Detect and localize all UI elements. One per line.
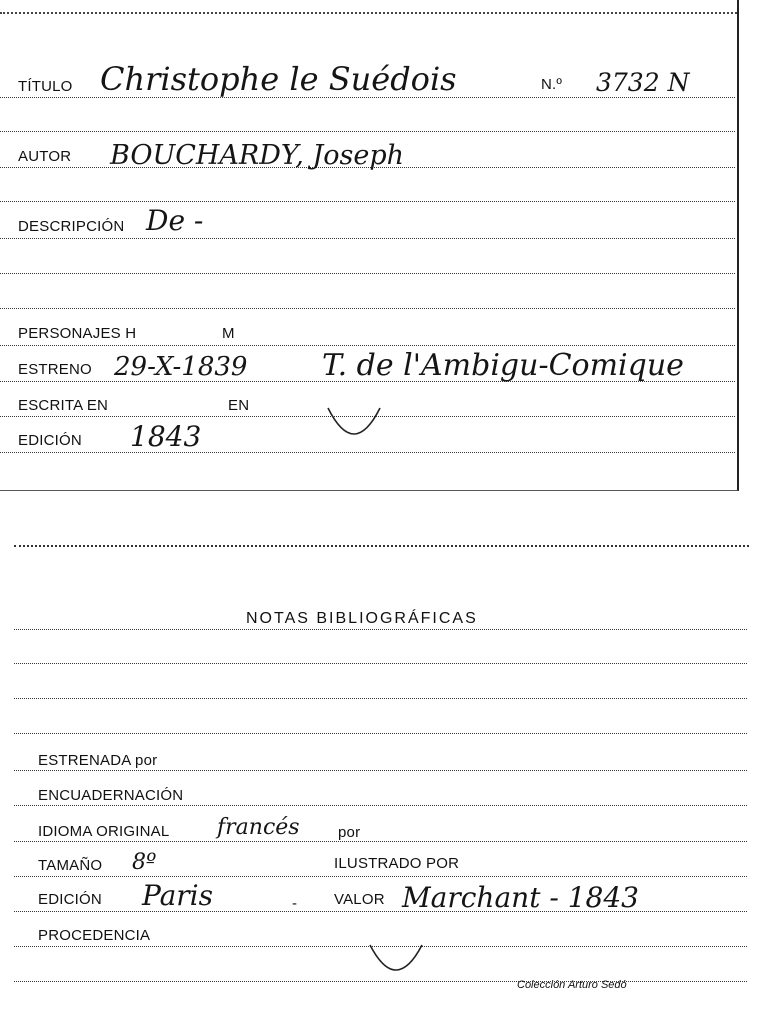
ilustrado-label: ILUSTRADO POR xyxy=(334,855,460,872)
procedencia-label: PROCEDENCIA xyxy=(38,927,151,944)
numero-label: N.º xyxy=(541,76,563,93)
collection-footer: Colección Arturo Sedó xyxy=(517,979,627,991)
autor-label: AUTOR xyxy=(18,148,72,165)
rule-idioma xyxy=(14,841,747,842)
rule-b4 xyxy=(14,733,747,734)
descripcion-label: DESCRIPCIÓN xyxy=(18,218,125,235)
edicion-b-value: Paris xyxy=(142,879,213,912)
edicion-label: EDICIÓN xyxy=(18,432,82,449)
personajes-label: PERSONAJES H xyxy=(18,325,137,342)
rule-2 xyxy=(0,131,735,132)
edicion-b-dash: - xyxy=(292,895,298,912)
rule-tamano xyxy=(14,876,747,877)
card-top-edge xyxy=(0,12,737,14)
rule-b3 xyxy=(14,698,747,699)
rule-4 xyxy=(0,201,735,202)
tamano-value: 8º xyxy=(132,850,157,875)
rule-6 xyxy=(0,273,735,274)
rule-estrenada xyxy=(14,770,747,771)
rule-edicion xyxy=(0,452,735,453)
rule-7 xyxy=(0,308,735,309)
catalog-card-front xyxy=(0,0,739,491)
autor-value: BOUCHARDY, Joseph xyxy=(110,140,405,171)
por-label: por xyxy=(338,824,361,841)
estreno-date: 29-X-1839 xyxy=(114,352,248,382)
titulo-value: Christophe le Suédois xyxy=(100,60,457,98)
tamano-label: TAMAÑO xyxy=(38,857,103,874)
encuadernacion-label: ENCUADERNACIÓN xyxy=(38,787,184,804)
catalog-card-back xyxy=(14,545,749,1017)
descripcion-value: De - xyxy=(146,204,204,237)
rule-descripcion xyxy=(0,238,735,239)
edicion-value: 1843 xyxy=(130,420,202,453)
escrita-label: ESCRITA EN xyxy=(18,397,109,414)
rule-b2 xyxy=(14,663,747,664)
idioma-label: IDIOMA ORIGINAL xyxy=(38,823,170,840)
edicion-b-label: EDICIÓN xyxy=(38,891,102,908)
numero-value: 3732 N xyxy=(596,68,690,97)
estrenada-label: ESTRENADA por xyxy=(38,752,158,769)
rule-b11 xyxy=(14,981,747,982)
punch-hole-notch xyxy=(324,400,384,444)
rule-encuadernacion xyxy=(14,805,747,806)
notas-header: NOTAS BIBLIOGRÁFICAS xyxy=(246,610,478,627)
escrita-en-label: EN xyxy=(228,397,250,414)
idioma-value: francés xyxy=(217,815,300,840)
valor-value: Marchant - 1843 xyxy=(402,881,639,914)
rule-personajes xyxy=(0,345,735,346)
personajes-m-label: M xyxy=(222,325,235,342)
punch-hole-notch-bottom xyxy=(366,939,426,979)
estreno-label: ESTRENO xyxy=(18,361,92,378)
rule-b1 xyxy=(14,629,747,630)
titulo-label: TÍTULO xyxy=(18,78,73,95)
estreno-theatre: T. de l'Ambigu-Comique xyxy=(322,348,684,383)
valor-label: VALOR xyxy=(334,891,385,908)
